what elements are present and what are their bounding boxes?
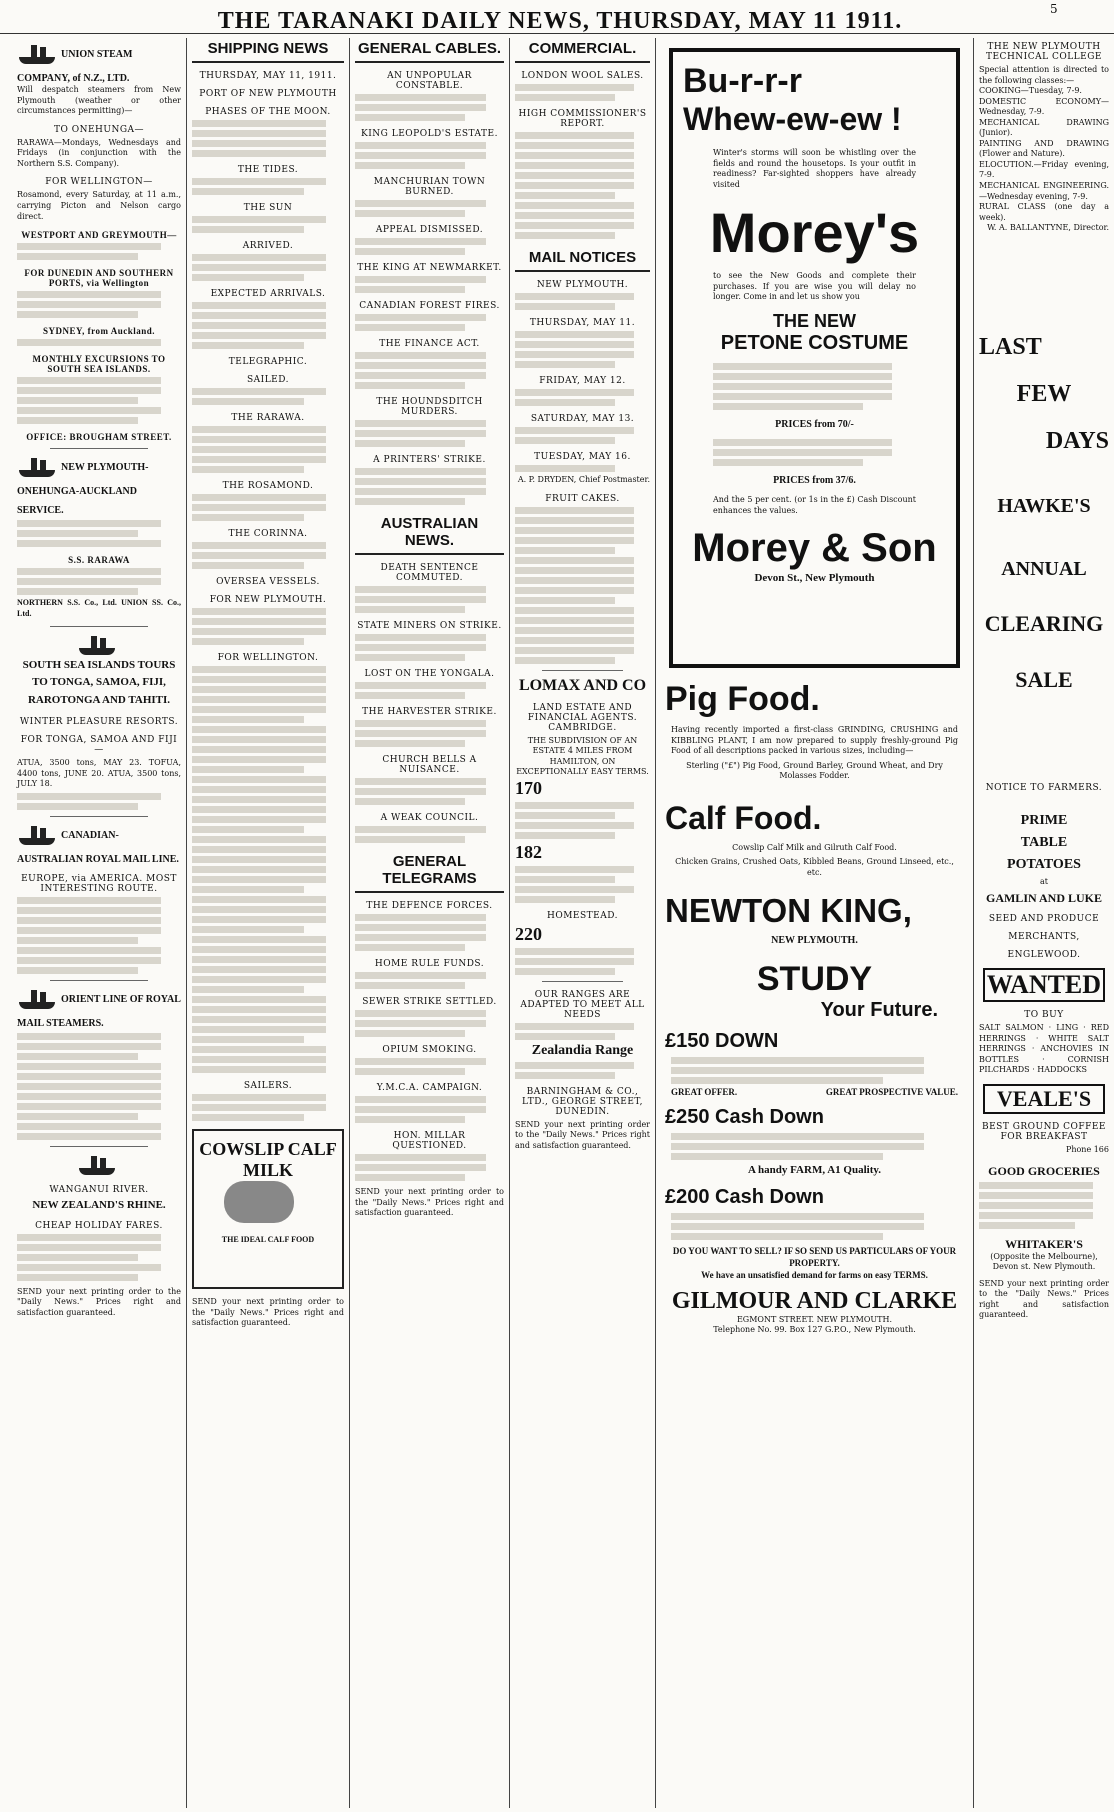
column-commercial xyxy=(510,38,656,1808)
subdivision-text: THE SUBDIVISION OF AN ESTATE 4 MILES FROM HAMILTON, ON EXCEPTIONALLY EASY TERMS. xyxy=(516,735,649,777)
acreage-182: 182 xyxy=(515,841,542,862)
few-headline: FEW xyxy=(1016,380,1072,407)
farmers-notice: NOTICE TO FARMERS. xyxy=(985,782,1103,793)
article-title: THE FINANCE ACT. xyxy=(379,339,480,349)
college-domestic: DOMESTIC ECONOMY—Wednesday, 7-9. xyxy=(979,96,1109,117)
article-title: LONDON WOOL SALES. xyxy=(521,71,644,81)
mail-notices-heading: MAIL NOTICES xyxy=(515,249,650,272)
mail-thursday: THURSDAY, MAY 11. xyxy=(529,318,636,328)
fruit-cakes-heading: FRUIT CAKES. xyxy=(545,493,620,504)
the-new: THE NEW xyxy=(773,310,856,331)
article-title: HIGH COMMISSIONER'S REPORT. xyxy=(518,109,647,129)
barningham: BARNINGHAM & CO., LTD., GEORGE STREET, DUNEDIN. xyxy=(522,1086,643,1117)
prime: PRIME xyxy=(1020,812,1068,828)
coffee: BEST GROUND COFFEE FOR BREAKFAST xyxy=(982,1122,1106,1143)
steamer-icon xyxy=(17,455,57,479)
steamer-icon xyxy=(77,633,117,657)
demand-text: We have an unsatisfied demand for farms on easy TERMS. xyxy=(701,1269,928,1280)
sun-heading: THE SUN xyxy=(243,203,293,213)
college-elocution: ELOCUTION.—Friday evening, 7-9. xyxy=(979,159,1109,180)
northern-agents: NORTHERN S.S. Co., Ltd. UNION SS. Co., Ltd. xyxy=(17,598,181,619)
article-title: A WEAK COUNCIL. xyxy=(380,813,479,823)
page-number: 5 xyxy=(1050,2,1058,16)
shipping-date: THURSDAY, MAY 11, 1911. xyxy=(199,71,337,81)
veales-headline: VEALE'S xyxy=(983,1084,1105,1114)
sailed-heading: SAILED. xyxy=(246,375,290,385)
masthead-title: THE TARANAKI DAILY NEWS, THURSDAY, MAY 11 1911. xyxy=(217,8,903,34)
last-headline: LAST xyxy=(979,333,1042,360)
to-buy: TO BUY xyxy=(1024,1010,1064,1021)
chicken-list: Chicken Grains, Crushed Oats, Kibbled Beans, Ground Linseed, etc., etc. xyxy=(675,857,954,877)
mail-tuesday: TUESDAY, MAY 16. xyxy=(534,452,631,462)
college-mech: MECHANICAL DRAWING (Junior). xyxy=(979,117,1109,138)
prices-37: PRICES from 37/6. xyxy=(773,475,856,487)
calf-illustration xyxy=(224,1181,294,1223)
prices-70: PRICES from 70/- xyxy=(775,418,854,430)
for-np-heading: FOR NEW PLYMOUTH. xyxy=(209,595,327,605)
wellington-text: Rosamond, every Saturday, at 11 a.m., carrying Picton and Nelson cargo direct. xyxy=(17,190,181,221)
calf-list: Cowslip Calf Milk and Gilruth Calf Food. xyxy=(732,842,897,852)
union-intro: Will despatch steamers from New Plymouth (weather or other circumstances permitting)— xyxy=(17,85,181,116)
prospective-value: GREAT PROSPECTIVE VALUE. xyxy=(825,1086,958,1097)
at: at xyxy=(1040,876,1048,886)
general-cables-heading: GENERAL CABLES. xyxy=(355,40,504,63)
college-eng: MECHANICAL ENGINEERING.—Wednesday evening, 7-9. xyxy=(979,181,1109,201)
article-title: AN UNPOPULAR CONSTABLE. xyxy=(387,71,472,91)
article-title: STATE MINERS ON STRIKE. xyxy=(357,621,502,631)
moon-heading: PHASES OF THE MOON. xyxy=(205,107,331,117)
seed-produce: SEED AND PRODUCE xyxy=(988,914,1100,925)
shipping-news-heading: SHIPPING NEWS xyxy=(192,40,344,63)
study-headline: STUDY xyxy=(756,959,873,998)
southern-heading: FOR DUNEDIN AND SOUTHERN PORTS, via Wellington xyxy=(24,268,174,289)
cowslip-title: COWSLIP CALF MILK xyxy=(199,1139,337,1180)
burr-headline: Bu-r-r-r xyxy=(683,62,802,100)
gamlin-luke: GAMLIN AND LUKE xyxy=(985,891,1102,906)
telephone: Telephone No. 99. Box 127 G.P.O., New Plymouth. xyxy=(713,1325,916,1335)
days-headline: DAYS xyxy=(1045,427,1109,454)
article-title: A PRINTERS' STRIKE. xyxy=(373,455,486,465)
merchants: MERCHANTS, xyxy=(1008,932,1080,943)
wanganui-title: WANGANUI RIVER. xyxy=(49,1185,149,1196)
printing-ad: SEND your next printing order to the "Daily News." Prices right and satisfaction guaranteed. xyxy=(355,1187,504,1218)
australian-news-heading: AUSTRALIAN NEWS. xyxy=(355,515,504,555)
great-offer: GREAT OFFER. xyxy=(671,1086,738,1097)
article-title: LOST ON THE YONGALA. xyxy=(364,669,495,679)
sell-text: DO YOU WANT TO SELL? IF SO SEND US PARTICULARS OF YOUR PROPERTY. xyxy=(672,1245,957,1268)
annual-headline: ANNUAL xyxy=(1001,557,1087,580)
column-classifieds xyxy=(974,38,1114,1808)
article-title: THE HARVESTER STRIKE. xyxy=(362,707,497,717)
europe-route: EUROPE, via AMERICA. MOST INTERESTING ROUTE. xyxy=(21,874,177,895)
college-special: Special attention is directed to the following classes:— xyxy=(979,65,1109,85)
phone: Phone 166 xyxy=(1065,1145,1109,1155)
whitaker-address: (Opposite the Melbourne), Devon st. New Plymouth. xyxy=(990,1251,1098,1272)
newton-np: NEW PLYMOUTH. xyxy=(771,935,858,947)
cheap-fares: CHEAP HOLIDAY FARES. xyxy=(35,1220,163,1231)
article-title: DEATH SENTENCE COMMUTED. xyxy=(380,563,479,583)
expected-heading: EXPECTED ARRIVALS. xyxy=(210,289,326,299)
rarawa-heading: THE RARAWA. xyxy=(231,413,305,423)
winter-text: Winter's storms will soon be whistling over the fields and round the housetops. Is your outfit in readiness? Far-sighted shoppers have already visited xyxy=(713,148,916,189)
wanted-headline: WANTED xyxy=(983,968,1105,1002)
college-director: W. A. BALLANTYNE, Director. xyxy=(987,223,1109,233)
lomax-title: LOMAX AND CO xyxy=(518,676,647,694)
corinna-heading: THE CORINNA. xyxy=(228,529,308,539)
clearing-headline: CLEARING xyxy=(984,610,1104,636)
commercial-heading: COMMERCIAL. xyxy=(515,40,650,63)
steamer-icon xyxy=(17,987,57,1011)
morey-advert xyxy=(669,48,960,668)
canadian-line-title: CANADIAN-AUSTRALIAN ROYAL MAIL LINE. xyxy=(17,830,179,865)
gilmour-clarke-title: GILMOUR AND CLARKE xyxy=(671,1287,958,1314)
lomax-subtitle: LAND ESTATE AND FINANCIAL AGENTS. CAMBRIDGE. xyxy=(527,702,638,733)
handy-farm: A handy FARM, A1 Quality. xyxy=(747,1164,882,1177)
acreage-220: 220 xyxy=(515,923,542,944)
article-title: APPEAL DISMISSED. xyxy=(375,225,484,235)
oversea-heading: OVERSEA VESSELS. xyxy=(216,577,320,587)
acreage-170: 170 xyxy=(515,777,542,798)
pig-list: Sterling ("£") Pig Food, Ground Barley, Ground Wheat, and Dry Molasses Fodder. xyxy=(686,760,943,781)
steamer-icon xyxy=(77,1153,117,1177)
calf-food-title: Calf Food. xyxy=(665,799,822,836)
sale-headline: SALE xyxy=(1015,666,1073,692)
potatoes: POTATOES xyxy=(1007,856,1081,872)
tides-heading: THE TIDES. xyxy=(237,165,299,175)
college-rural: RURAL CLASS (one day a week). xyxy=(979,202,1109,222)
onehunga-text: RARAWA—Mondays, Wednesdays and Fridays (in conjunction with the Northern S.S. Company). xyxy=(17,137,181,168)
steamer-icon xyxy=(17,823,57,847)
arrived-heading: ARRIVED. xyxy=(242,241,294,251)
englewood: ENGLEWOOD. xyxy=(1007,950,1081,961)
masthead xyxy=(0,0,1114,34)
steamer-icon xyxy=(17,42,57,66)
morey-logo: Morey's xyxy=(709,201,920,265)
hawkes-headline: HAWKE'S xyxy=(997,494,1091,517)
for-wgtn-heading: FOR WELLINGTON. xyxy=(217,653,319,663)
port-heading: PORT OF NEW PLYMOUTH xyxy=(199,89,337,99)
sailers-heading: SAILERS. xyxy=(243,1081,293,1091)
zealandia-title: Zealandia Range xyxy=(531,1042,634,1058)
union-company-title: UNION STEAM COMPANY, of N.Z., LTD. xyxy=(17,49,133,84)
winter-resorts: WINTER PLEASURE RESORTS. xyxy=(19,717,179,728)
column-shipping-news xyxy=(187,38,350,1808)
orient-line-title: ORIENT LINE OF ROYAL MAIL STEAMERS. xyxy=(17,994,181,1030)
atua-sailings: ATUA, 3500 tons, MAY 23. TOFUA, 4400 tons, JUNE 20. ATUA, 3500 tons, JULY 18. xyxy=(17,758,181,789)
article-title: CHURCH BELLS A NUISANCE. xyxy=(382,755,477,775)
discount-text: And the 5 per cent. (or 1s in the £) Cash Discount enhances the values. xyxy=(713,495,916,515)
westport-heading: WESTPORT AND GREYMOUTH— xyxy=(21,230,177,241)
onehunga-heading: TO ONEHUNGA— xyxy=(53,124,145,135)
south-sea-title: SOUTH SEA ISLANDS TOURS TO TONGA, SAMOA, FIJI, RAROTONGA AND TAHITI. xyxy=(22,658,176,706)
petone-title: PETONE COSTUME xyxy=(720,331,909,354)
article-title: HOME RULE FUNDS. xyxy=(374,959,485,969)
college-painting: PAINTING AND DRAWING (Flower and Nature). xyxy=(979,138,1109,159)
telegraphic-heading: TELEGRAPHIC. xyxy=(228,357,308,367)
d250-headline: £250 Cash Down xyxy=(665,1106,824,1129)
d200-headline: £200 Cash Down xyxy=(665,1185,824,1208)
pig-food-title: Pig Food. xyxy=(665,680,820,718)
printing-ad: SEND your next printing order to the "Daily News." Prices right and satisfaction guaranteed. xyxy=(17,1286,181,1317)
general-telegrams-heading: GENERAL TELEGRAMS xyxy=(355,853,504,893)
wellington-heading: FOR WELLINGTON— xyxy=(45,177,153,188)
printing-ad: SEND your next printing order to the "Daily News." Prices right and satisfaction guaranteed. xyxy=(192,1297,344,1328)
printing-ad: SEND your next printing order to the "Daily News." Prices right and satisfaction guaranteed. xyxy=(515,1119,650,1150)
mail-saturday: SATURDAY, MAY 13. xyxy=(530,414,635,424)
egmont-street: EGMONT STREET. NEW PLYMOUTH. xyxy=(736,1314,893,1324)
article-title: THE DEFENCE FORCES. xyxy=(366,901,493,911)
table: TABLE xyxy=(1020,834,1068,850)
good-groceries: GOOD GROCERIES xyxy=(988,1163,1100,1178)
article-title: KING LEOPOLD'S ESTATE. xyxy=(361,129,498,139)
college-cooking: COOKING—Tuesday, 7-9. xyxy=(979,86,1082,96)
column-general-cables xyxy=(350,38,510,1808)
whitakers: WHITAKER'S xyxy=(1005,1236,1083,1251)
article-title: Y.M.C.A. CAMPAIGN. xyxy=(376,1083,483,1093)
future-headline: Your Future. xyxy=(820,998,938,1021)
mail-np: NEW PLYMOUTH. xyxy=(536,280,629,290)
rosamond-heading: THE ROSAMOND. xyxy=(222,481,314,491)
onehunga-service-title: NEW PLYMOUTH-ONEHUNGA-AUCKLAND SERVICE. xyxy=(17,462,149,517)
article-title: HON. MILLAR QUESTIONED. xyxy=(392,1131,467,1151)
mail-friday: FRIDAY, MAY 12. xyxy=(539,376,626,386)
column-display-adverts xyxy=(656,38,974,1808)
cowslip-advert xyxy=(192,1129,344,1289)
devon-st: Devon St., New Plymouth xyxy=(754,572,875,585)
tonga-heading: FOR TONGA, SAMOA AND FIJI— xyxy=(20,735,178,756)
article-title: MANCHURIAN TOWN BURNED. xyxy=(373,177,486,197)
d150-headline: £150 DOWN xyxy=(665,1029,779,1052)
article-title: THE KING AT NEWMARKET. xyxy=(357,263,502,273)
fish-list: SALT SALMON · LING · RED HERRINGS · WHITE SALT HERRINGS · ANCHOVIES IN BOTTLES · CORNISH PILCHARDS · HADDOCKS xyxy=(979,1023,1109,1075)
islands-heading: MONTHLY EXCURSIONS TO SOUTH SEA ISLANDS. xyxy=(32,354,166,375)
cowslip-subtitle: THE IDEAL CALF FOOD xyxy=(221,1235,315,1244)
article-title: OPIUM SMOKING. xyxy=(382,1045,477,1055)
article-title: SEWER STRIKE SETTLED. xyxy=(362,997,497,1007)
newton-king-title: NEWTON KING, xyxy=(665,892,912,930)
postmaster: A. P. DRYDEN, Chief Postmaster. xyxy=(517,475,650,484)
union-office: OFFICE: BROUGHAM STREET. xyxy=(26,432,172,443)
pig-text: Having recently imported a first-class GRINDING, CRUSHING and KIBBLING PLANT, I am now prepared to supply freshly-ground Pig Food of all descriptions packed in various sizes, including— xyxy=(671,725,958,756)
college-title: THE NEW PLYMOUTH TECHNICAL COLLEGE xyxy=(985,42,1102,62)
rhine-title: NEW ZEALAND'S RHINE. xyxy=(32,1199,166,1212)
morey-son-logo: Morey & Son xyxy=(692,526,937,571)
article-title: THE HOUNDSDITCH MURDERS. xyxy=(376,397,483,417)
article-title: CANADIAN FOREST FIRES. xyxy=(359,301,500,311)
homestead-heading: HOMESTEAD. xyxy=(546,910,618,921)
see-text: to see the New Goods and complete their purchases. If you are wise you will delay no longer. Come in and let us show you xyxy=(713,271,916,302)
ranges-heading: OUR RANGES ARE ADAPTED TO MEET ALL NEEDS xyxy=(520,989,645,1020)
column-shipping-adverts xyxy=(12,38,187,1808)
printing-ad: SEND your next printing order to the "Daily News." Prices right and satisfaction guaranteed. xyxy=(979,1278,1109,1320)
sydney-heading: SYDNEY, from Auckland. xyxy=(42,326,156,337)
whew-headline: Whew-ew-ew ! xyxy=(683,101,902,137)
rarawa-title: S.S. RARAWA xyxy=(68,555,130,566)
